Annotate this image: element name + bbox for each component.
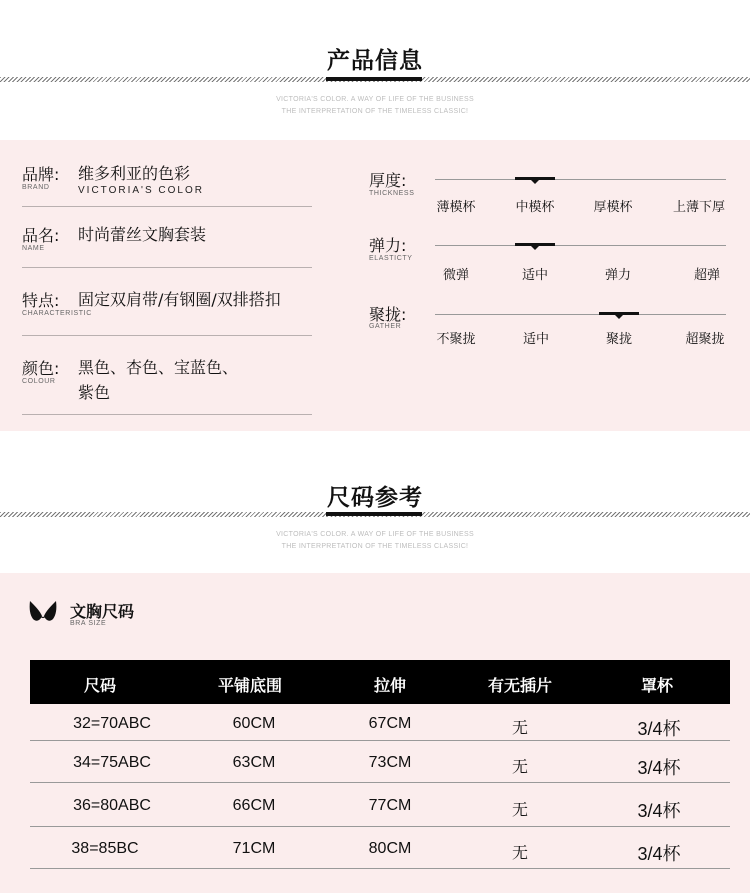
row-divider [30,740,730,741]
elasticity-scale-line [435,245,726,246]
row-divider [30,868,730,869]
caption-line-2: THE INTERPRETATION OF THE TIMELESS CLASSIC! [281,543,469,550]
thickness-label-en: THICKNESS [369,190,415,197]
features-value: 固定双肩带/有钢圈/双排搭扣 [78,290,281,309]
cell-cup: 3/4杯 [637,758,681,778]
cell-band: 60CM [232,715,276,732]
caption-line-2: THE INTERPRETATION OF THE TIMELESS CLASSIC! [281,108,469,115]
cell-stretch: 77CM [368,797,412,814]
cell-insert: 无 [511,845,528,862]
size-reference-title: 尺码参考 [327,485,423,511]
cell-insert: 无 [511,720,528,737]
cell-size: 32=70ABC [73,715,151,732]
elasticity-label: 弹力: [369,236,407,255]
name-label-en: NAME [22,245,45,252]
cell-stretch: 80CM [368,840,412,857]
thickness-label: 厚度: [369,171,407,190]
cell-cup: 3/4杯 [637,719,681,739]
elasticity-label-en: ELASTICTY [369,255,413,262]
thickness-selected-marker [515,177,555,180]
bra-size-title: 文胸尺码 [70,602,135,621]
thickness-scale-line [435,179,726,180]
cell-band: 66CM [232,797,276,814]
gather-label-en: GATHER [369,323,402,330]
brand-value: 维多利亚的色彩 [78,164,191,183]
cell-stretch: 67CM [368,715,412,732]
cell-size: 38=85BC [71,840,139,857]
elasticity-selected-marker [515,243,555,246]
col-header-band: 平铺底围 [217,676,282,695]
info-divider [22,267,312,268]
features-label: 特点: [22,291,60,310]
thickness-option: 薄模杯 [436,200,476,215]
colour-value-line2: 紫色 [78,383,111,402]
size-table-header [30,660,730,704]
bra-icon [27,599,59,625]
info-divider [22,414,312,415]
cell-size: 34=75ABC [73,754,151,771]
cell-insert: 无 [511,802,528,819]
caption-line-1: VICTORIA'S COLOR. A WAY OF LIFE OF THE BUSINESS [276,96,474,103]
features-label-en: CHARACTERISTIC [22,310,92,317]
brand-label: 品牌: [22,165,60,184]
gather-label: 聚拢: [369,305,407,324]
name-label: 品名: [22,226,60,245]
gather-scale-line [435,314,726,315]
thickness-option: 中模杯 [515,200,555,215]
info-divider [22,335,312,336]
col-header-stretch: 拉伸 [373,676,406,695]
col-header-cup: 罩杯 [640,676,673,695]
name-value: 时尚蕾丝文胸套装 [78,225,207,244]
cell-cup: 3/4杯 [637,844,681,864]
info-divider [22,206,312,207]
row-divider [30,782,730,783]
gather-option: 超聚拢 [685,332,725,347]
col-header-insert: 有无插片 [487,676,552,695]
colour-label-en: COLOUR [22,378,56,385]
title-underline-bar [326,512,422,516]
cell-insert: 无 [511,759,528,776]
caption-line-1: VICTORIA'S COLOR. A WAY OF LIFE OF THE BUSINESS [276,531,474,538]
bra-size-title-en: BRA SIZE [70,620,107,627]
col-header-size: 尺码 [83,676,116,695]
elasticity-option: 超弹 [693,268,720,283]
product-info-title: 产品信息 [327,48,423,74]
brand-label-en: BRAND [22,184,50,191]
elasticity-option: 微弹 [442,268,469,283]
colour-label: 颜色: [22,359,60,378]
brand-value-en: VICTORIA'S COLOR [78,185,204,196]
colour-value: 黑色、杏色、宝蓝色、 [78,358,239,377]
elasticity-option: 弹力 [604,268,631,283]
cell-stretch: 73CM [368,754,412,771]
row-divider [30,826,730,827]
cell-cup: 3/4杯 [637,801,681,821]
gather-option: 不聚拢 [436,332,476,347]
thickness-option: 厚模杯 [593,200,633,215]
gather-selected-marker [599,312,639,315]
elasticity-option: 适中 [521,268,548,283]
title-underline-bar [326,77,422,81]
cell-band: 71CM [232,840,276,857]
gather-option: 适中 [522,332,549,347]
gather-option: 聚拢 [605,332,632,347]
cell-size: 36=80ABC [73,797,151,814]
cell-band: 63CM [232,754,276,771]
thickness-option: 上薄下厚 [672,200,725,215]
